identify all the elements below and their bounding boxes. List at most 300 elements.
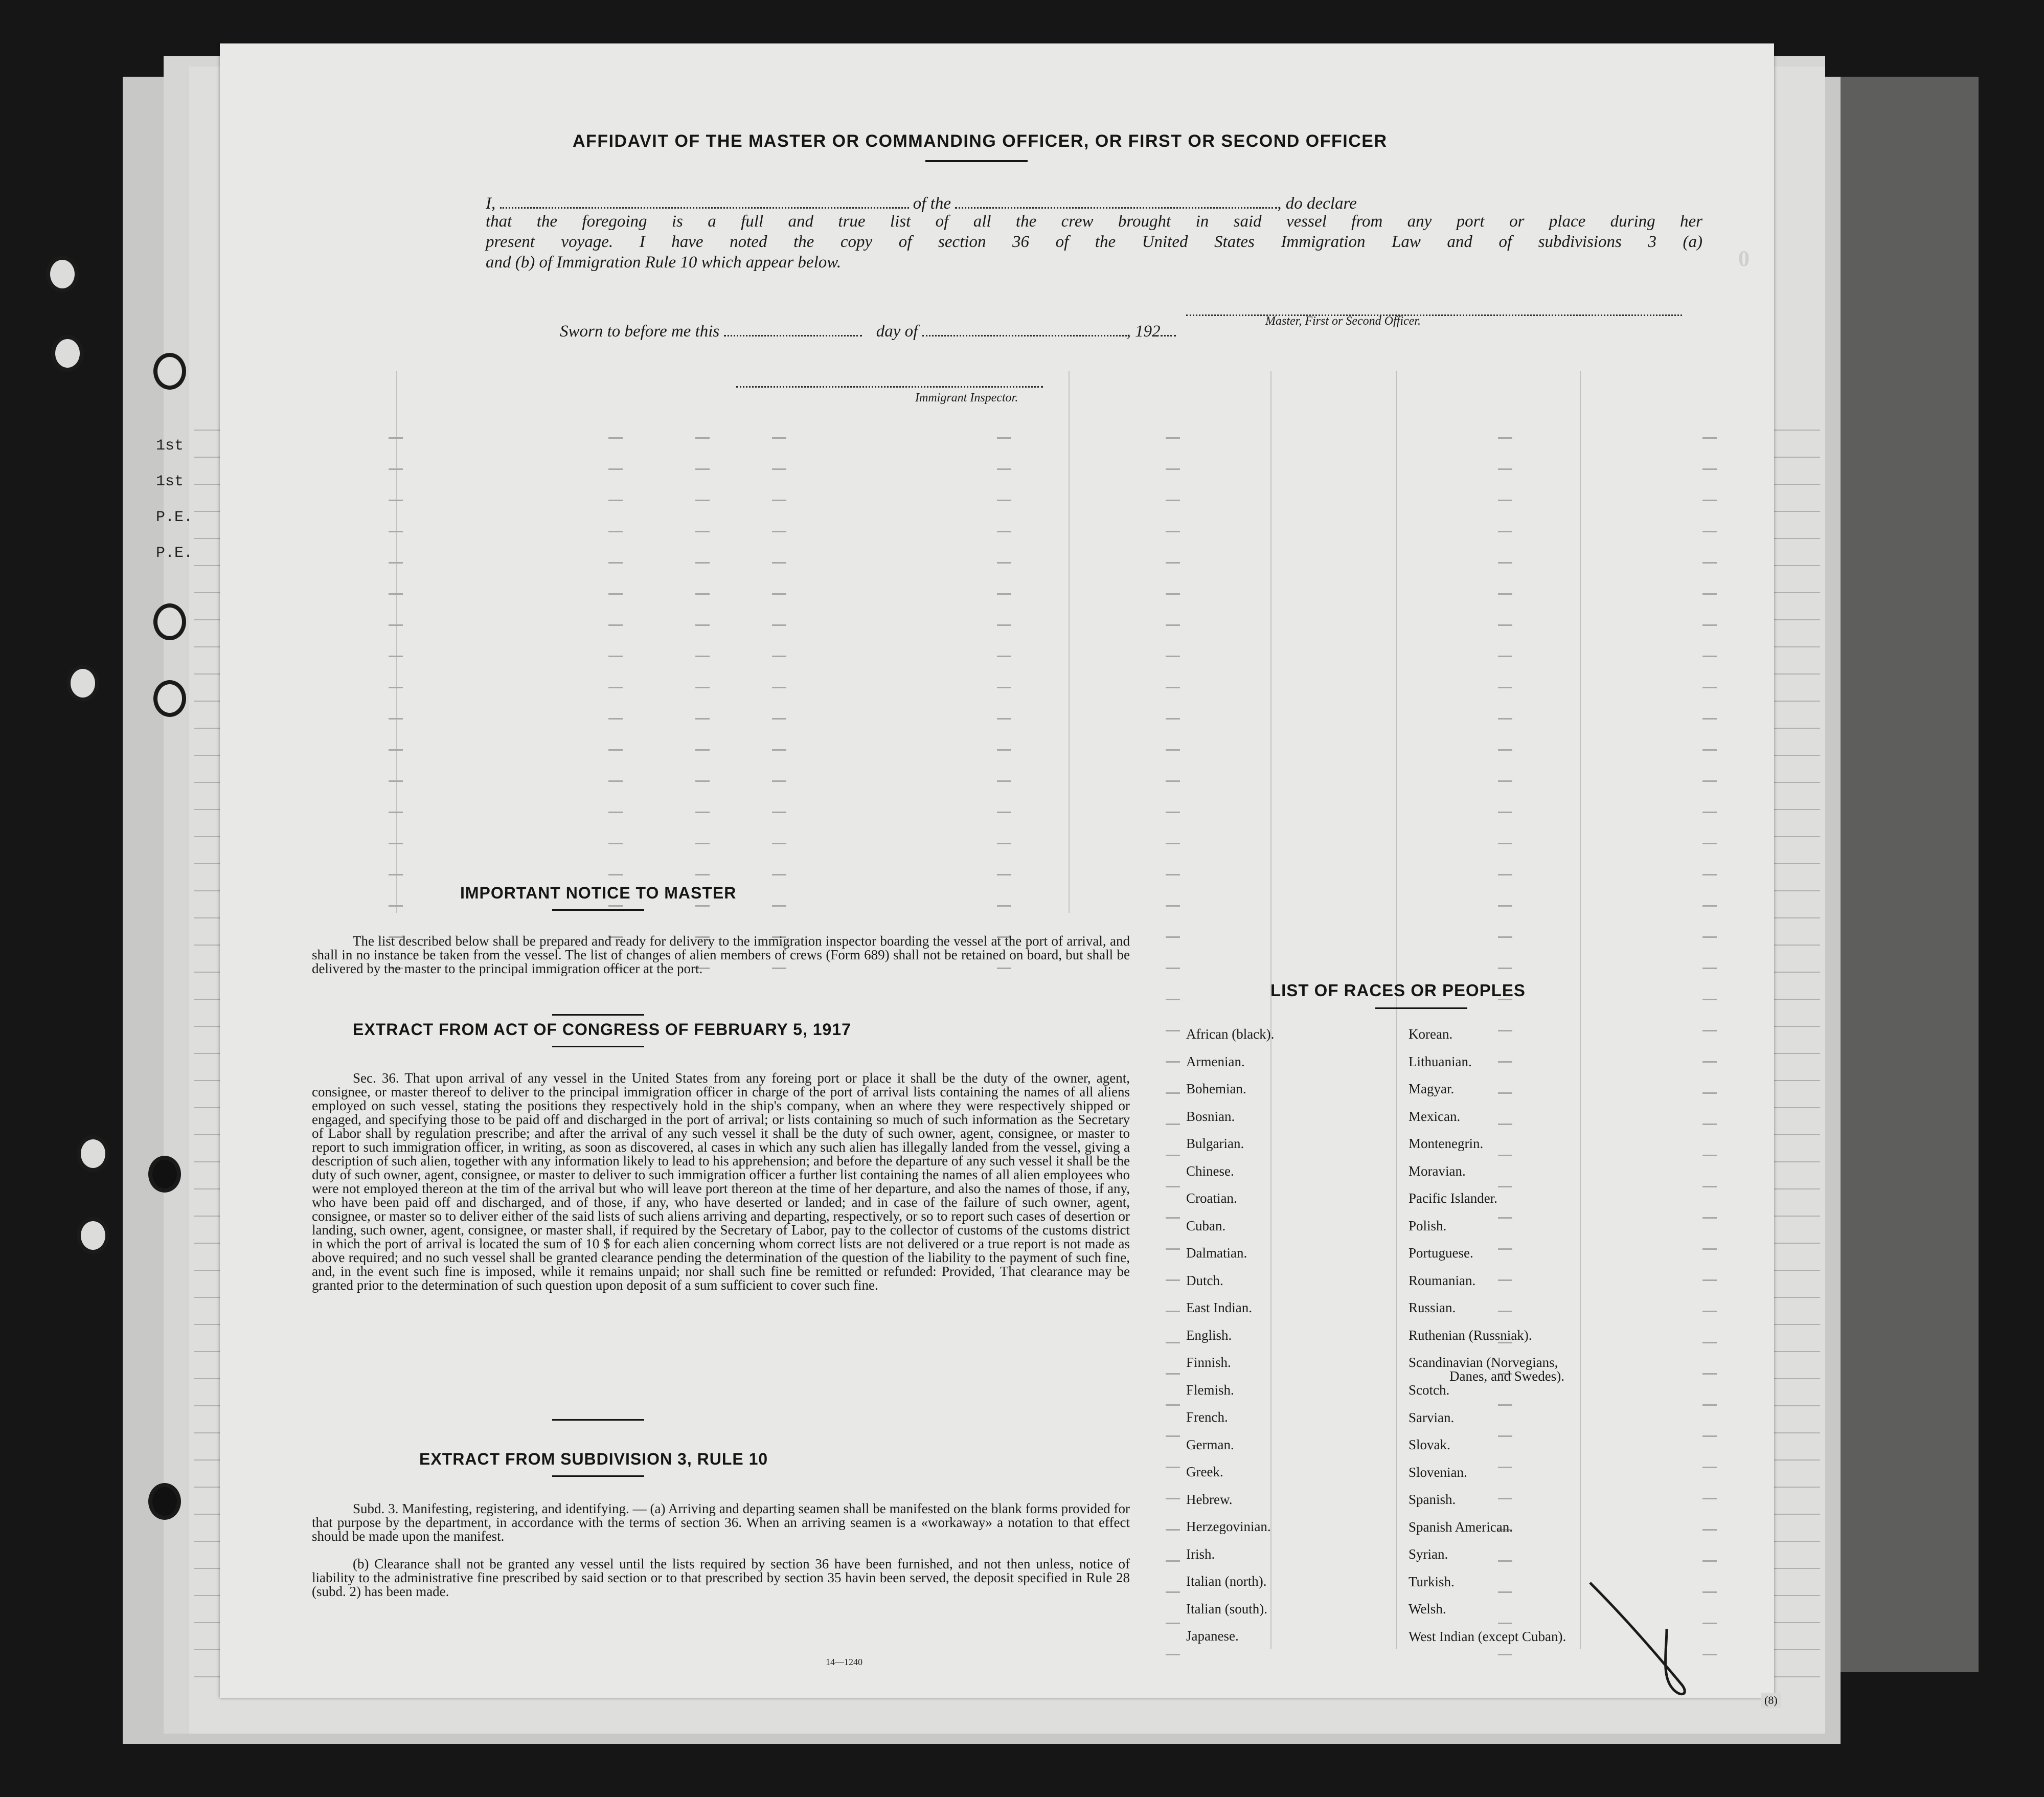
bleed-dash bbox=[772, 624, 786, 626]
bleed-dash bbox=[1498, 1654, 1512, 1655]
bleed-dash bbox=[997, 780, 1011, 782]
bleed-dash bbox=[695, 500, 710, 501]
rule-rule-top bbox=[552, 1419, 644, 1421]
bleed-dash bbox=[695, 593, 710, 595]
bleed-dash bbox=[608, 656, 623, 657]
bleed-dash bbox=[1498, 905, 1512, 907]
inspector-signature-field[interactable] bbox=[736, 371, 1043, 388]
bleed-dash bbox=[997, 843, 1011, 844]
bleed-dash bbox=[608, 468, 623, 470]
day-of-text: day of bbox=[876, 322, 918, 341]
bleed-dash bbox=[695, 843, 710, 844]
bleed-dash bbox=[997, 718, 1011, 720]
bleed-dash bbox=[997, 905, 1011, 907]
bleed-dash bbox=[1702, 1654, 1717, 1655]
bleed-dash bbox=[997, 500, 1011, 501]
bleed-dash bbox=[1166, 593, 1180, 595]
bleed-dash bbox=[772, 468, 786, 470]
bleed-dash bbox=[695, 718, 710, 720]
bleed-dash bbox=[389, 500, 403, 501]
act-title: EXTRACT FROM ACT OF CONGRESS OF FEBRUARY 5, 1917 bbox=[353, 1020, 851, 1039]
bleed-dash bbox=[1498, 1311, 1512, 1312]
edge-label-1st: 1st bbox=[156, 473, 184, 490]
bleed-dash bbox=[1166, 718, 1180, 720]
bleed-dash bbox=[1498, 1030, 1512, 1031]
bleed-dash bbox=[1702, 593, 1717, 595]
declarant-name-field[interactable] bbox=[500, 192, 909, 209]
bleed-dash bbox=[608, 812, 623, 813]
bleed-dash bbox=[1498, 687, 1512, 688]
race-item: Turkish. bbox=[1409, 1574, 1455, 1589]
bleed-dash bbox=[1166, 500, 1180, 501]
punch-hole bbox=[66, 665, 99, 702]
bleed-dash bbox=[997, 531, 1011, 532]
bleed-dash bbox=[772, 593, 786, 595]
bleed-dash bbox=[772, 718, 786, 720]
race-item: Slovak. bbox=[1409, 1437, 1450, 1452]
bleed-dash bbox=[1166, 1311, 1180, 1312]
bleed-dash bbox=[997, 687, 1011, 688]
bleed-dash bbox=[1702, 1342, 1717, 1343]
bleed-dash bbox=[1702, 531, 1717, 532]
race-item: Scotch. bbox=[1409, 1382, 1450, 1398]
bleed-dash bbox=[1702, 1248, 1717, 1250]
bleed-dash bbox=[1702, 999, 1717, 1000]
punch-hole bbox=[77, 1217, 109, 1254]
bleed-dash bbox=[1702, 843, 1717, 844]
race-item: Bulgarian. bbox=[1186, 1136, 1244, 1151]
bleed-dash bbox=[389, 468, 403, 470]
bleed-dash bbox=[1166, 1124, 1180, 1125]
race-item: Roumanian. bbox=[1409, 1272, 1476, 1288]
bleed-dash bbox=[389, 593, 403, 595]
bleed-dash bbox=[1498, 1404, 1512, 1406]
bleed-dash bbox=[1498, 531, 1512, 532]
bleed-dash bbox=[997, 656, 1011, 657]
bleed-dash bbox=[1166, 1435, 1180, 1437]
bleed-dash bbox=[1498, 1623, 1512, 1624]
race-item: Danes, and Swedes). bbox=[1449, 1368, 1564, 1384]
bleed-dash bbox=[695, 437, 710, 439]
bleed-line bbox=[396, 371, 397, 913]
bleed-dash bbox=[1702, 656, 1717, 657]
bleed-dash bbox=[608, 500, 623, 501]
bleed-dash bbox=[1166, 843, 1180, 844]
bleed-dash bbox=[695, 562, 710, 564]
bleed-dash bbox=[1702, 749, 1717, 751]
bleed-dash bbox=[1166, 812, 1180, 813]
race-item: Flemish. bbox=[1186, 1382, 1234, 1398]
race-item: Sarvian. bbox=[1409, 1409, 1455, 1425]
bleed-dash bbox=[695, 531, 710, 532]
form-number: 14—1240 bbox=[826, 1657, 862, 1667]
bleed-dash bbox=[1166, 999, 1180, 1000]
bleed-dash bbox=[1498, 1186, 1512, 1187]
bleed-dash bbox=[1702, 936, 1717, 938]
title-rule bbox=[925, 160, 1028, 162]
bleed-dash bbox=[1166, 749, 1180, 751]
bleed-dash bbox=[1498, 1498, 1512, 1499]
bleed-dash bbox=[1166, 1186, 1180, 1187]
bleed-dash bbox=[1702, 562, 1717, 564]
race-item: Italian (south). bbox=[1186, 1601, 1267, 1616]
bleed-dash bbox=[1702, 1279, 1717, 1281]
bleed-dash bbox=[608, 624, 623, 626]
sheet-edge-mark: 0 bbox=[1738, 246, 1750, 271]
bleed-dash bbox=[1498, 812, 1512, 813]
bleed-dash bbox=[772, 687, 786, 688]
sworn-month-field[interactable] bbox=[922, 320, 1127, 336]
bleed-dash bbox=[389, 656, 403, 657]
bleed-dash bbox=[1702, 1311, 1717, 1312]
bleed-dash bbox=[1166, 562, 1180, 564]
race-item: Ruthenian (Russniak). bbox=[1409, 1327, 1532, 1343]
affidavit-line-3: present voyage. I have noted the copy of section 36 of the United States Immigration Law and of subdivisions 3 (a) bbox=[486, 233, 1702, 251]
bleed-dash bbox=[1702, 1061, 1717, 1063]
bleed-dash bbox=[695, 905, 710, 907]
bleed-dash bbox=[772, 905, 786, 907]
bleed-dash bbox=[1498, 1591, 1512, 1593]
declarant-prefix: I, bbox=[486, 194, 496, 213]
bleed-dash bbox=[997, 562, 1011, 564]
race-item: Herzegovinian. bbox=[1186, 1519, 1271, 1534]
bleed-dash bbox=[1498, 1467, 1512, 1468]
bleed-dash bbox=[695, 780, 710, 782]
rule-text-b: (b) Clearance shall not be granted any vessel until the lists required by section 36 have been furnished, and not then unless, notice of liability to the administrative fine prescribed by said section or to that prescribed by section 35 havin been served, the deposit specified in Rule 28 (subd. 2) has been made. bbox=[312, 1556, 1130, 1599]
bleed-dash bbox=[1702, 718, 1717, 720]
punch-hole bbox=[153, 680, 186, 717]
bleed-dash bbox=[1498, 1217, 1512, 1219]
act-rule-top bbox=[552, 1014, 644, 1016]
declare-text: , do declare bbox=[1277, 194, 1357, 213]
bleed-dash bbox=[608, 562, 623, 564]
rule-title: EXTRACT FROM SUBDIVISION 3, RULE 10 bbox=[419, 1450, 768, 1468]
bleed-dash bbox=[1498, 624, 1512, 626]
bleed-dash bbox=[1166, 437, 1180, 439]
affidavit-line-4: and (b) of Immigration Rule 10 which appear below. bbox=[486, 253, 842, 272]
punch-hole bbox=[153, 353, 186, 390]
race-item: Spanish American. bbox=[1409, 1519, 1513, 1535]
race-item: Pacific Islander. bbox=[1409, 1190, 1497, 1206]
race-item: Hebrew. bbox=[1186, 1491, 1233, 1507]
bleed-dash bbox=[1166, 936, 1180, 938]
bleed-dash bbox=[1166, 968, 1180, 969]
bleed-dash bbox=[1702, 1217, 1717, 1219]
race-item: Magyar. bbox=[1409, 1081, 1455, 1096]
bleed-dash bbox=[1498, 500, 1512, 501]
sworn-line bbox=[560, 320, 1176, 341]
bleed-dash bbox=[1498, 437, 1512, 439]
bleed-dash bbox=[1166, 1342, 1180, 1343]
affidavit-title: AFFIDAVIT OF THE MASTER OR COMMANDING OFFICER, OR FIRST OR SECOND OFFICER bbox=[573, 131, 1388, 151]
bleed-dash bbox=[997, 437, 1011, 439]
race-item: Scandinavian (Norvegians, bbox=[1409, 1355, 1558, 1370]
race-item: French. bbox=[1186, 1409, 1228, 1425]
bleed-dash bbox=[1702, 1092, 1717, 1094]
edge-label-pe: P.E. bbox=[156, 545, 193, 562]
bleed-dash bbox=[389, 687, 403, 688]
race-item: Syrian. bbox=[1409, 1546, 1448, 1562]
bleed-dash bbox=[1702, 1124, 1717, 1125]
bleed-dash bbox=[389, 749, 403, 751]
bleed-dash bbox=[1166, 1248, 1180, 1250]
vessel-name-field[interactable] bbox=[955, 192, 1277, 209]
race-item: Polish. bbox=[1409, 1218, 1447, 1233]
races-rule bbox=[1375, 1007, 1467, 1009]
bleed-dash bbox=[1702, 905, 1717, 907]
race-item: Portuguese. bbox=[1409, 1245, 1473, 1261]
bleed-dash bbox=[1498, 1248, 1512, 1250]
bleed-dash bbox=[608, 874, 623, 875]
bleed-dash bbox=[1166, 1591, 1180, 1593]
bleed-dash bbox=[1498, 1092, 1512, 1094]
bleed-dash bbox=[1702, 1186, 1717, 1187]
bleed-dash bbox=[1498, 843, 1512, 844]
act-text: Sec. 36. That upon arrival of any vessel in the United States from any foreing port or place it shall be the duty of the owner, agent, consignee, or master thereof to deliver to the principal immigration officer in charge of the port of arrival lists containing the names of all aliens employed on such vessel, stating the positions they respectively hold in the ship's company, when an where they were respectively shipped or engaged, and specifying those to be paid off and discharged in the port of arrival; or lists containing so much of such information as the Secretary of Labor shall by regulation prescribe; and after the arrival of any such vessel it shall be the duty of such owner, agent, consignee, or master to report to such immigration officer, in writing, as soon as discovered, al cases in which any such alien has illegally landed from the vessel, giving a description of such alien, together with any information likely to lead to his apprehension; and before the departure of any such vessel it shall be the duty of such owner, agent, consignee, or master to deliver to such immigration officer a further list containing the names of all alien employees who were not employed thereon at the tim of the arrival but who will leave port thereon at the time of her departure, and also the names of those, if any, who have been paid off and discharged, and of those, if any, who have deserted or landed; and in case of the failure of such owner, agent, consignee, or master so to deliver either of the said lists of such aliens arriving and departing, respectively, or so to report such cases of desertion or landing, such owner, agent, consignee, or master shall, if required by the Secretary of Labor, pay to the collector of customs of the customs district in which the port of arrival is located the sum of 10 $ for each alien concerning whom correct lists are not delivered or a true report is not made as above required; and no such vessel shall be granted clearance pending the determination of the question of the liability to the payment of such fine, and, in the event such fine is imposed, while it remains unpaid; nor shall such fine be remitted or refunded: Provided, That clearance may be granted prior to the determination of such question upon deposit of a sum sufficient to cover such fine. bbox=[312, 1070, 1130, 1293]
race-item: Croatian. bbox=[1186, 1190, 1237, 1206]
bleed-dash bbox=[389, 437, 403, 439]
race-item: Chinese. bbox=[1186, 1163, 1234, 1179]
bleed-dash bbox=[1702, 500, 1717, 501]
race-item: Welsh. bbox=[1409, 1601, 1446, 1616]
of-the-text: of the bbox=[913, 194, 951, 213]
bleed-dash bbox=[1166, 1404, 1180, 1406]
race-item: East Indian. bbox=[1186, 1300, 1252, 1315]
bleed-dash bbox=[1498, 562, 1512, 564]
notice-rule bbox=[552, 909, 644, 911]
bleed-dash bbox=[1702, 687, 1717, 688]
bleed-dash bbox=[772, 843, 786, 844]
bleed-dash bbox=[1166, 1061, 1180, 1063]
bleed-dash bbox=[1166, 1560, 1180, 1562]
bleed-dash bbox=[772, 531, 786, 532]
bleed-dash bbox=[608, 687, 623, 688]
bleed-dash bbox=[1498, 749, 1512, 751]
year-text: , 192 bbox=[1126, 322, 1161, 341]
race-item: Montenegrin. bbox=[1409, 1136, 1484, 1151]
bleed-line bbox=[1069, 371, 1070, 913]
bleed-dash bbox=[608, 718, 623, 720]
bleed-dash bbox=[1702, 1155, 1717, 1156]
bleed-dash bbox=[389, 624, 403, 626]
bleed-dash bbox=[695, 812, 710, 813]
bleed-dash bbox=[389, 874, 403, 875]
punch-hole bbox=[77, 1135, 109, 1172]
race-item: Russian. bbox=[1409, 1300, 1456, 1315]
bleed-dash bbox=[1702, 1467, 1717, 1468]
bleed-dash bbox=[1166, 687, 1180, 688]
bleed-dash bbox=[1702, 624, 1717, 626]
bleed-dash bbox=[1166, 1155, 1180, 1156]
bleed-dash bbox=[1702, 874, 1717, 875]
bleed-dash bbox=[997, 468, 1011, 470]
bleed-dash bbox=[389, 562, 403, 564]
race-item: African (black). bbox=[1186, 1026, 1275, 1042]
punch-hole bbox=[46, 256, 79, 293]
bleed-dash bbox=[1166, 1092, 1180, 1094]
race-item: English. bbox=[1186, 1327, 1232, 1343]
bleed-dash bbox=[608, 749, 623, 751]
bleed-dash bbox=[389, 531, 403, 532]
bleed-dash bbox=[772, 780, 786, 782]
bleed-dash bbox=[608, 905, 623, 907]
bottom-right-mark: (8) bbox=[1761, 1693, 1781, 1708]
race-item: Moravian. bbox=[1409, 1163, 1466, 1179]
pencil-mark bbox=[1580, 1573, 1702, 1705]
bleed-dash bbox=[389, 780, 403, 782]
affidavit-line-1 bbox=[486, 192, 1702, 213]
race-item: Mexican. bbox=[1409, 1108, 1461, 1124]
bleed-dash bbox=[695, 749, 710, 751]
bleed-dash bbox=[1166, 1373, 1180, 1375]
bleed-dash bbox=[1166, 905, 1180, 907]
bleed-dash bbox=[1498, 968, 1512, 969]
bleed-dash bbox=[608, 437, 623, 439]
officer-signature-label: Master, First or Second Officer. bbox=[1265, 315, 1421, 328]
bleed-dash bbox=[695, 468, 710, 470]
edge-label-1st: 1st bbox=[156, 437, 184, 455]
bleed-line bbox=[1396, 371, 1397, 1649]
bleed-dash bbox=[1166, 1279, 1180, 1281]
notice-text: The list described below shall be prepared and ready for delivery to the immigration inspector boarding the vessel at the port of arrival, and shall in no instance be taken from the vessel. The list of changes of alien members of crews (Form 689) shall not be retained on board, but shall be delivered by the master to the principal immigration officer at the port. bbox=[312, 933, 1130, 976]
race-item: Japanese. bbox=[1186, 1628, 1239, 1644]
bleed-dash bbox=[389, 905, 403, 907]
sworn-day-field[interactable] bbox=[724, 320, 862, 336]
act-rule-bottom bbox=[552, 1046, 644, 1047]
bleed-dash bbox=[695, 624, 710, 626]
bleed-dash bbox=[1498, 780, 1512, 782]
bleed-dash bbox=[1166, 1654, 1180, 1655]
bleed-dash bbox=[1166, 1498, 1180, 1499]
bleed-dash bbox=[695, 687, 710, 688]
bleed-dash bbox=[1702, 1623, 1717, 1624]
race-item: Korean. bbox=[1409, 1026, 1453, 1042]
bleed-dash bbox=[1166, 1217, 1180, 1219]
bleed-dash bbox=[608, 531, 623, 532]
rule-text-a: Subd. 3. Manifesting, registering, and identifying. — (a) Arriving and departing seamen shall be manifested on the blank forms provided for that purpose by the department, in accordance with the terms of section 36. When an arriving seamen is a «workaway» a notation to that effect should be made upon the manifest. bbox=[312, 1501, 1130, 1544]
bleed-dash bbox=[1702, 437, 1717, 439]
bleed-dash bbox=[1498, 656, 1512, 657]
affidavit-line-2: that the foregoing is a full and true list of all the crew brought in said vessel from any port or place during her bbox=[486, 212, 1702, 231]
edge-label-pe: P.E. bbox=[156, 509, 193, 526]
bleed-dash bbox=[1702, 468, 1717, 470]
race-item: Italian (north). bbox=[1186, 1574, 1267, 1589]
race-item: Spanish. bbox=[1409, 1492, 1456, 1507]
bleed-dash bbox=[997, 749, 1011, 751]
bleed-dash bbox=[1702, 1435, 1717, 1437]
bleed-dash bbox=[1166, 624, 1180, 626]
bleed-dash bbox=[1498, 593, 1512, 595]
inspector-label: Immigrant Inspector. bbox=[915, 391, 1018, 405]
affidavit-page bbox=[220, 43, 1774, 1698]
race-item: Cuban. bbox=[1186, 1218, 1226, 1233]
race-item: Slovenian. bbox=[1409, 1464, 1467, 1480]
bleed-dash bbox=[772, 656, 786, 657]
bleed-dash bbox=[1498, 1560, 1512, 1562]
bleed-dash bbox=[1166, 531, 1180, 532]
bleed-dash bbox=[389, 843, 403, 844]
bleed-dash bbox=[1498, 936, 1512, 938]
bleed-dash bbox=[997, 624, 1011, 626]
bleed-dash bbox=[772, 437, 786, 439]
sworn-year-field[interactable] bbox=[1161, 320, 1176, 336]
sworn-text: Sworn to before me this bbox=[560, 322, 720, 341]
bleed-dash bbox=[1166, 656, 1180, 657]
bleed-dash bbox=[1166, 1529, 1180, 1531]
bleed-dash bbox=[997, 812, 1011, 813]
bleed-dash bbox=[1166, 1030, 1180, 1031]
bleed-dash bbox=[1702, 968, 1717, 969]
rule-rule-bottom bbox=[552, 1475, 644, 1477]
bleed-dash bbox=[389, 812, 403, 813]
race-item: Greek. bbox=[1186, 1464, 1223, 1479]
bleed-dash bbox=[997, 593, 1011, 595]
bleed-dash bbox=[1702, 1498, 1717, 1499]
bleed-dash bbox=[772, 562, 786, 564]
bleed-dash bbox=[1702, 1591, 1717, 1593]
punch-hole bbox=[148, 1156, 181, 1193]
bleed-dash bbox=[608, 593, 623, 595]
race-item: Dalmatian. bbox=[1186, 1245, 1247, 1261]
bleed-dash bbox=[1498, 1061, 1512, 1063]
bleed-line bbox=[1580, 371, 1581, 1649]
race-item: Irish. bbox=[1186, 1546, 1215, 1562]
race-item: Bosnian. bbox=[1186, 1108, 1235, 1124]
bleed-dash bbox=[1166, 1623, 1180, 1624]
bleed-dash bbox=[997, 874, 1011, 875]
bleed-dash bbox=[1166, 780, 1180, 782]
bleed-dash bbox=[1702, 1030, 1717, 1031]
bleed-dash bbox=[772, 749, 786, 751]
bleed-dash bbox=[389, 718, 403, 720]
bleed-dash bbox=[608, 780, 623, 782]
bleed-dash bbox=[1702, 1560, 1717, 1562]
bleed-dash bbox=[1166, 874, 1180, 875]
bleed-dash bbox=[1498, 1435, 1512, 1437]
race-item: Lithuanian. bbox=[1409, 1053, 1472, 1069]
bleed-dash bbox=[1498, 874, 1512, 875]
bleed-dash bbox=[1702, 1529, 1717, 1531]
bleed-dash bbox=[1702, 1373, 1717, 1375]
bleed-dash bbox=[772, 500, 786, 501]
bleed-dash bbox=[1498, 1124, 1512, 1125]
bleed-dash bbox=[1702, 780, 1717, 782]
race-item: Bohemian. bbox=[1186, 1081, 1246, 1096]
bleed-dash bbox=[772, 874, 786, 875]
punch-hole bbox=[51, 335, 84, 372]
bleed-dash bbox=[1166, 1467, 1180, 1468]
officer-signature-field[interactable] bbox=[1186, 299, 1682, 316]
race-item: Dutch. bbox=[1186, 1272, 1223, 1288]
bleed-dash bbox=[772, 812, 786, 813]
punch-hole bbox=[148, 1483, 181, 1520]
bleed-dash bbox=[1702, 812, 1717, 813]
race-item: German. bbox=[1186, 1436, 1234, 1452]
race-item: Armenian. bbox=[1186, 1053, 1245, 1069]
bleed-dash bbox=[695, 874, 710, 875]
bleed-dash bbox=[1498, 1155, 1512, 1156]
bleed-dash bbox=[1498, 468, 1512, 470]
notice-title: IMPORTANT NOTICE TO MASTER bbox=[460, 884, 737, 902]
punch-hole bbox=[153, 603, 186, 640]
race-item: Finnish. bbox=[1186, 1355, 1231, 1370]
races-title: LIST OF RACES OR PEOPLES bbox=[1270, 981, 1526, 1000]
race-item: West Indian (except Cuban). bbox=[1409, 1628, 1566, 1644]
bleed-dash bbox=[1498, 718, 1512, 720]
bleed-dash bbox=[608, 843, 623, 844]
bleed-line bbox=[1270, 371, 1271, 1649]
bleed-dash bbox=[1166, 468, 1180, 470]
